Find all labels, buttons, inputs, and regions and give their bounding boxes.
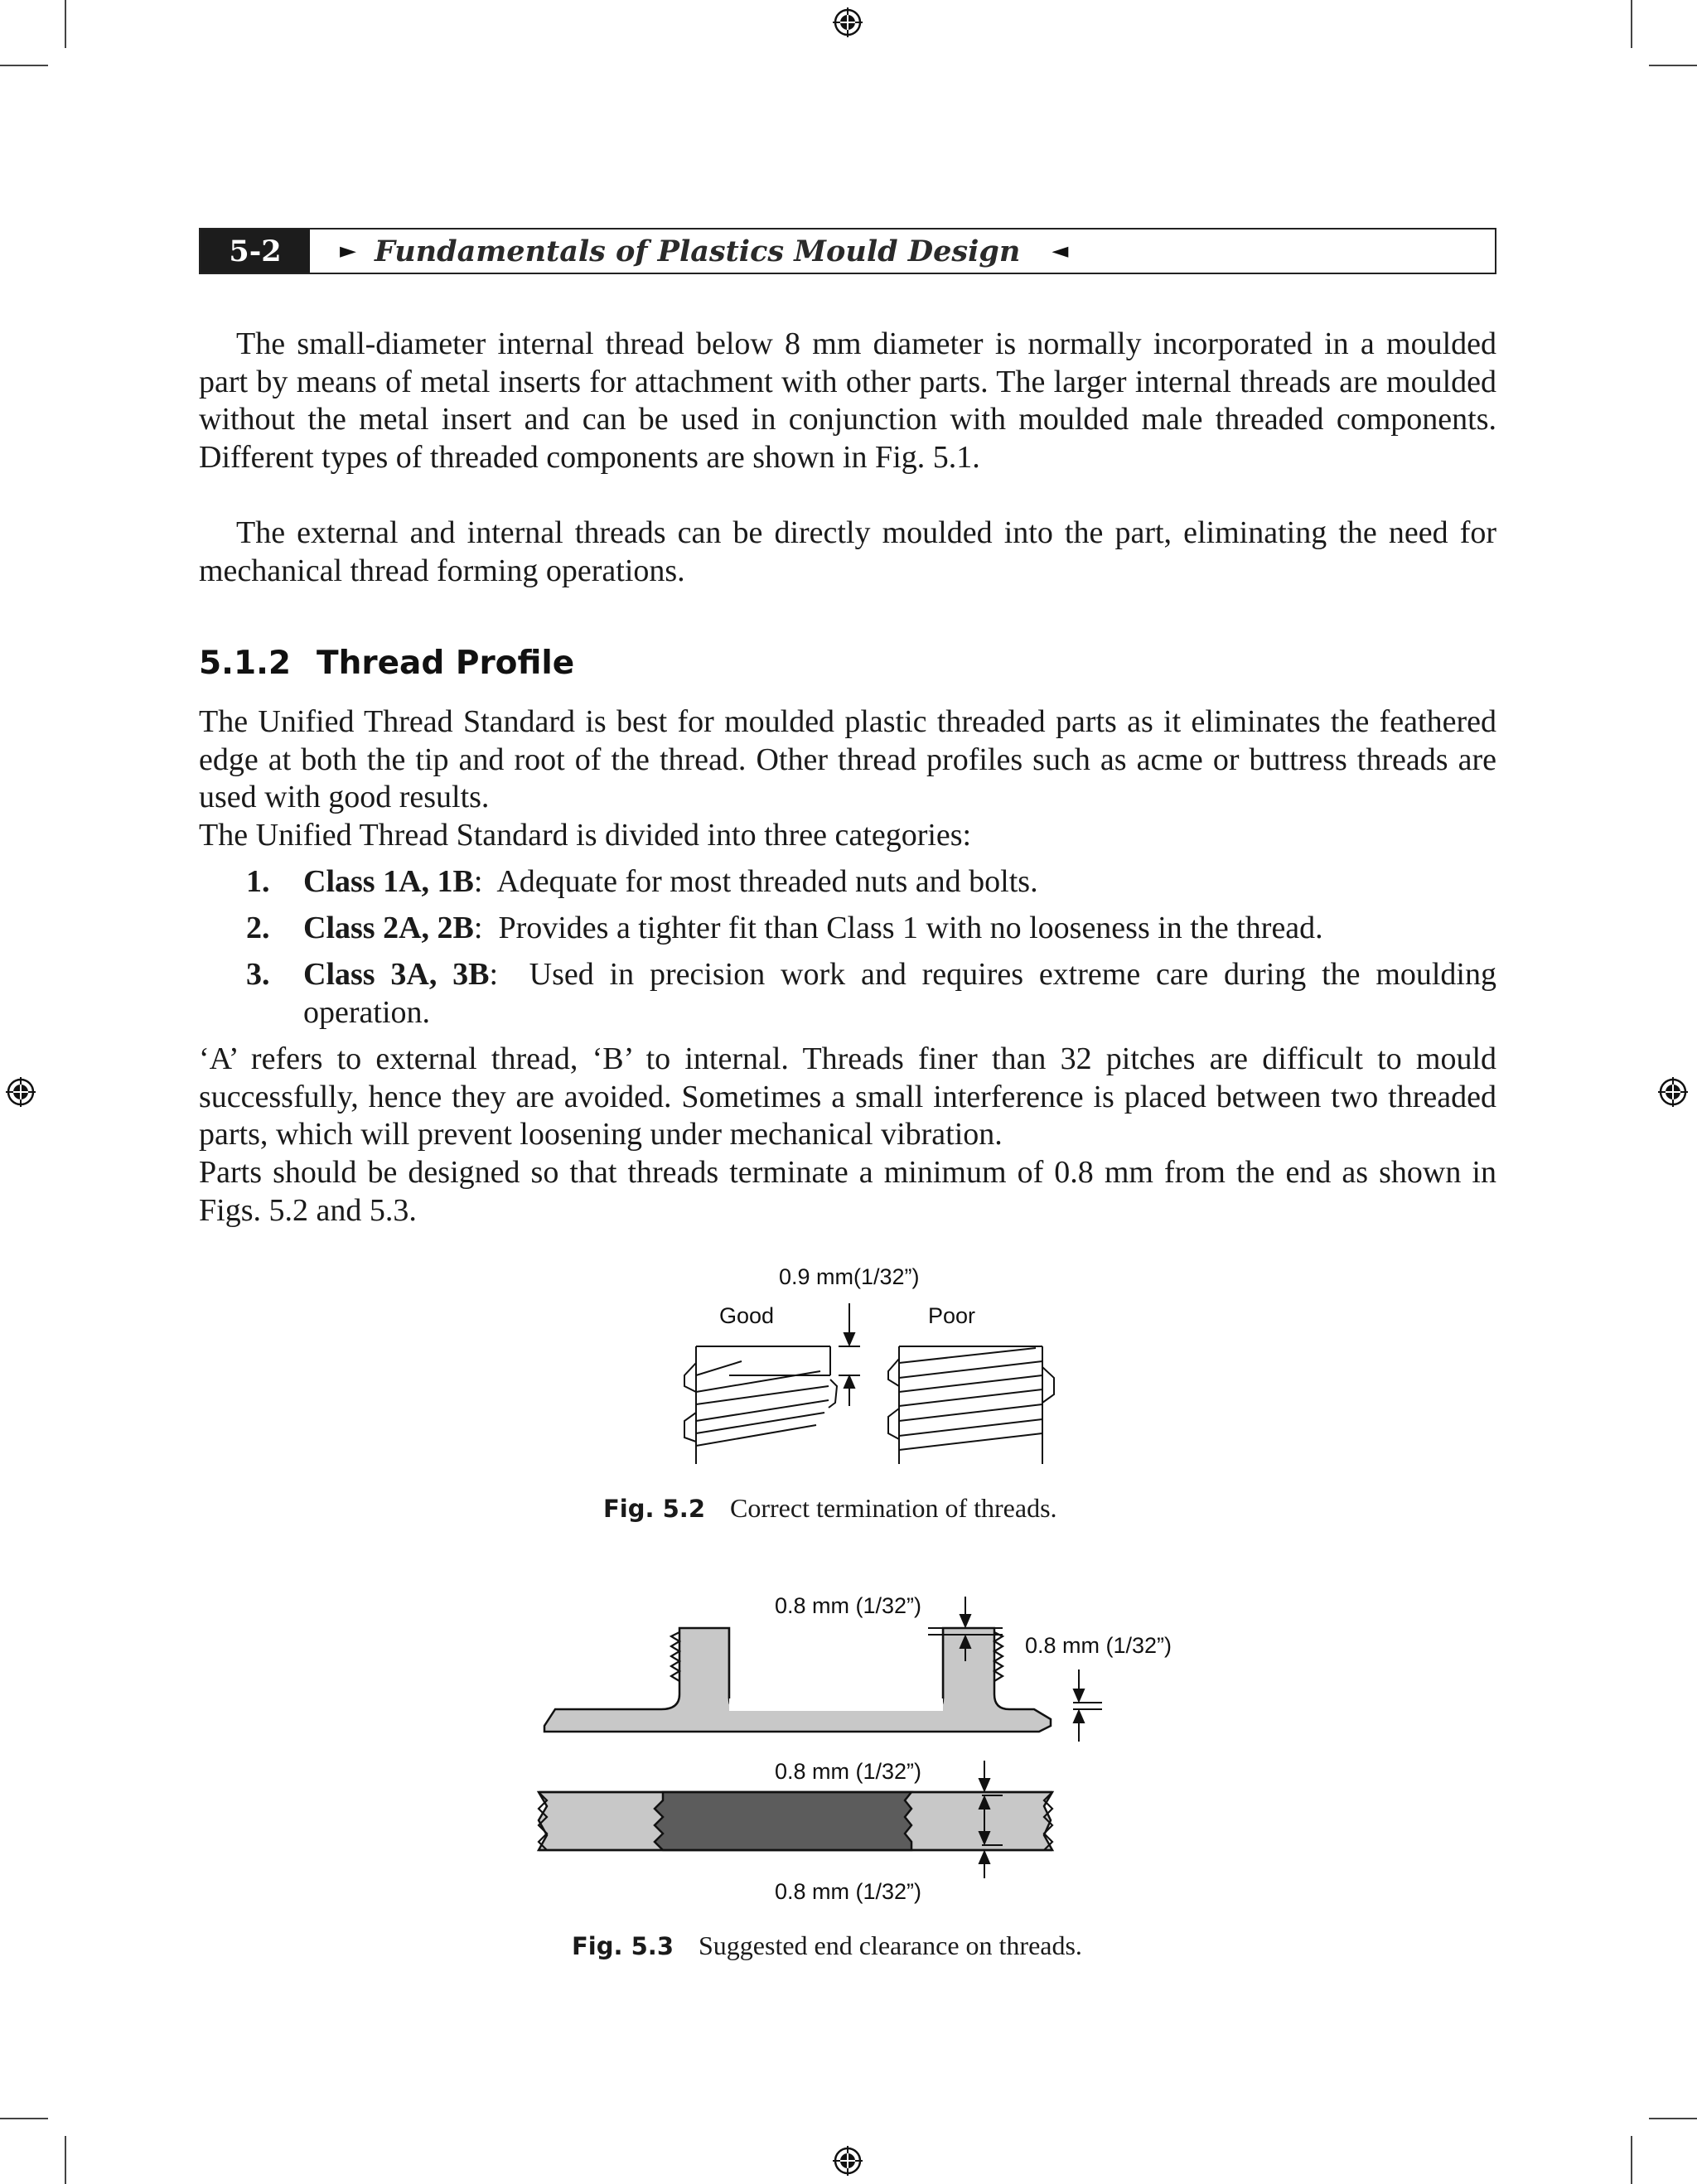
figure-5-3-top-dimension: 0.8 mm (1/32”) [775, 1593, 922, 1618]
list-text: Provides a tighter fit than Class 1 with no looseness in the thread. [498, 911, 1323, 945]
figure-5-3-caption [572, 1930, 1082, 1961]
list-number: 2. [246, 911, 270, 945]
running-header [199, 228, 1496, 274]
registration-mark-icon [831, 6, 864, 39]
crop-mark [1649, 2118, 1697, 2119]
figure-5-2-poor-label: Poor [928, 1303, 976, 1328]
crop-mark [1631, 0, 1632, 48]
figure-5-3-middle-dimension: 0.8 mm (1/32”) [775, 1759, 922, 1784]
list-text: Used in precision work and requires extreme care during the moulding operation. [303, 957, 1496, 1030]
threaded-assembly-section [539, 1792, 1052, 1850]
figure-5-2-dimension-label: 0.9 mm(1/32”) [779, 1264, 920, 1289]
figure-5-3-caption-text: Suggested end clearance on threads. [699, 1930, 1082, 1960]
list-number: 1. [246, 864, 270, 899]
arrow-right-icon: ► [340, 239, 356, 263]
section-number: 5.1.2 [199, 645, 292, 682]
list-body: Class 3A, 3B: Used in precision work and requires extreme care during the moulding operation. [303, 957, 1496, 1030]
list-term: Class 3A, 3B [303, 957, 490, 992]
crop-mark [1649, 65, 1697, 66]
figure-5-3-right-dimension: 0.8 mm (1/32”) [1025, 1633, 1172, 1658]
list-term: Class 1A, 1B [303, 864, 474, 899]
page-number: 5-2 [201, 230, 310, 273]
list-text: Adequate for most threaded nuts and bolts. [496, 864, 1038, 899]
crop-mark [0, 65, 48, 66]
section-title: Thread Profile [317, 645, 575, 682]
good-thread-part [684, 1346, 837, 1464]
good-dimension-arrows [839, 1303, 860, 1406]
figure-5-2-diagram [646, 1255, 1077, 1471]
threaded-boss-part [544, 1628, 1051, 1732]
intro-paragraph-1: The small-diameter internal thread below 8 mm diameter is normally incorporated in a moulded part by means of metal inserts for attachment with other parts. The larger internal threads are moulded without the metal insert and can be used in conjunction with moulded male threaded components. Different types of threaded components are shown in Fig. 5.1. [199, 326, 1496, 475]
figure-5-3-caption-label: Fig. 5.3 [572, 1932, 674, 1960]
crop-mark [65, 0, 66, 48]
book-title: Fundamentals of Plastics Mould Design [375, 234, 1021, 268]
figure-5-3-bottom-dimension: 0.8 mm (1/32”) [775, 1879, 922, 1904]
figure-5-3-diagram [530, 1578, 1193, 1926]
registration-mark-icon [1656, 1075, 1690, 1109]
registration-mark-icon [831, 2144, 864, 2177]
section-paragraph-4: Parts should be designed so that threads terminate a minimum of 0.8 mm from the end as shown in Figs. 5.2 and 5.3. [199, 1155, 1496, 1228]
section-heading [199, 645, 574, 682]
list-number: 3. [246, 957, 270, 992]
list-body: Class 2A, 2B: Provides a tighter fit than Class 1 with no looseness in the thread. [303, 911, 1323, 945]
figure-5-2-caption-label: Fig. 5.2 [603, 1495, 705, 1523]
crop-mark [1631, 2136, 1632, 2184]
figure-5-2-caption-text: Correct termination of threads. [730, 1493, 1057, 1523]
registration-mark-icon [4, 1075, 37, 1109]
intro-paragraph-2: The external and internal threads can be directly moulded into the part, eliminating the need for mechanical thread forming operations. [199, 515, 1496, 588]
section-paragraph-3: ‘A’ refers to external thread, ‘B’ to internal. Threads finer than 32 pitches are difficult to mould successfully, hence they are avoided. Sometimes a small interference is placed between two threaded parts, which will prevent loosening under mechanical vibration. [199, 1041, 1496, 1152]
poor-thread-part [888, 1346, 1054, 1464]
list-term: Class 2A, 2B [303, 911, 474, 945]
section-paragraph-1: The Unified Thread Standard is best for moulded plastic threaded parts as it eliminates the feathered edge at both the tip and root of the thread. Other thread profiles such as acme or buttress threads are used with good results. [199, 704, 1496, 814]
arrow-left-icon: ◄ [1052, 239, 1069, 263]
list-body: Class 1A, 1B: Adequate for most threaded nuts and bolts. [303, 864, 1038, 899]
figure-5-2-caption [603, 1493, 1057, 1524]
crop-mark [65, 2136, 66, 2184]
crop-mark [0, 2118, 48, 2119]
section-paragraph-2: The Unified Thread Standard is divided into three categories: [199, 818, 972, 853]
figure-5-2-good-label: Good [719, 1303, 775, 1328]
